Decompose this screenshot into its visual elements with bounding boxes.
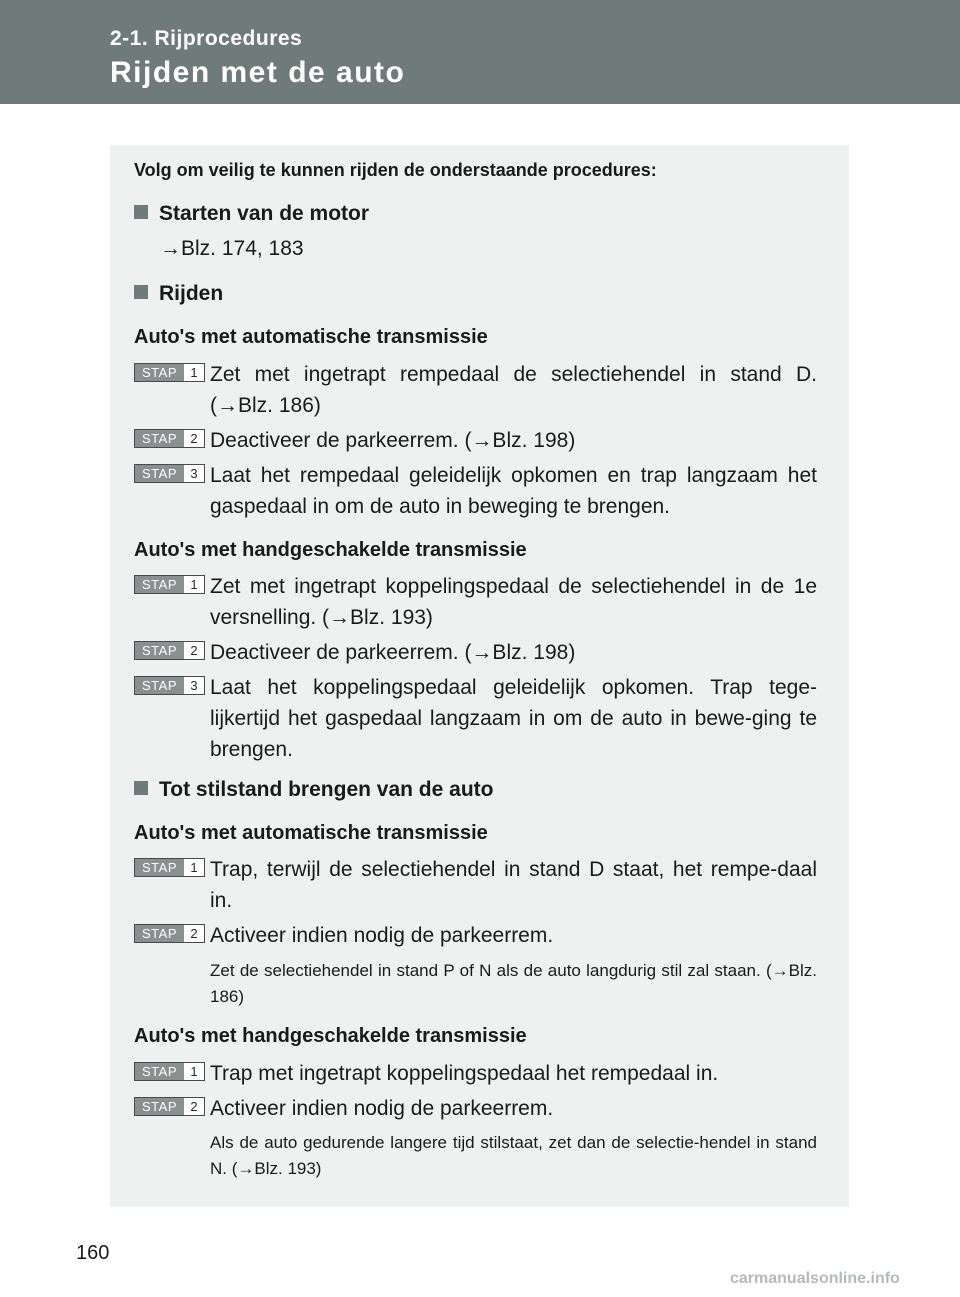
watermark: carmanualsonline.info (730, 1270, 900, 1287)
step-text: Trap met ingetrapt koppelingspedaal het rempedaal in. (210, 1062, 719, 1085)
step-text: Deactiveer de parkeerrem. (→Blz. 198) (210, 429, 576, 452)
step-badge: STAP 2 (134, 429, 205, 448)
step-text: Deactiveer de parkeerrem. (→Blz. 198) (210, 641, 576, 664)
subheading-automatic: Auto's met automatische transmissie (134, 326, 488, 348)
step-badge: STAP 2 (134, 1097, 205, 1116)
section-title: Rijden (159, 282, 224, 305)
step-text: Zet met ingetrapt koppelingspedaal de selectiehendel in de 1e versnelling. (→Blz. 193) (210, 575, 817, 629)
step-text: Activeer indien nodig de parkeerrem. (210, 924, 554, 947)
step-badge: STAP 1 (134, 1062, 205, 1081)
page-reference: →Blz. 174, 183 (160, 237, 304, 260)
step-badge: STAP 2 (134, 641, 205, 660)
chapter-header (0, 0, 960, 104)
step-note: Zet de selectiehendel in stand P of N als de auto langdurig stil zal staan. (→Blz. 186) (210, 961, 817, 1006)
step-text: Laat het rempedaal geleidelijk opkomen en trap langzaam het gaspedaal in om de auto in beweging te brengen. (210, 464, 817, 518)
step-text: Activeer indien nodig de parkeerrem. (210, 1097, 554, 1120)
subheading-automatic: Auto's met automatische transmissie (134, 822, 488, 844)
step-text: Laat het koppelingspedaal geleidelijk opkomen. Trap tege-lijkertijd het gaspedaal langzaam in om de auto in bewe-ging te brengen. (210, 676, 817, 761)
section-title: Starten van de motor (159, 202, 370, 225)
step-badge: STAP 1 (134, 858, 205, 877)
subheading-manual: Auto's met handgeschakelde transmissie (134, 1025, 527, 1047)
step-text: Zet met ingetrapt rempedaal de selectiehendel in stand D. (→Blz. 186) (210, 363, 817, 417)
square-bullet-icon (134, 205, 148, 219)
step-badge: STAP 3 (134, 464, 205, 483)
step-badge: STAP 2 (134, 924, 205, 943)
section-start-engine (134, 202, 369, 226)
square-bullet-icon (134, 285, 148, 299)
section-driving (134, 282, 223, 306)
square-bullet-icon (134, 781, 148, 795)
page-title: Rijden met de auto (110, 56, 406, 89)
intro-text: Volg om veilig te kunnen rijden de onderstaande procedures: (134, 160, 657, 180)
subheading-manual: Auto's met handgeschakelde transmissie (134, 539, 527, 561)
section-stopping (134, 778, 493, 802)
step-badge: STAP 1 (134, 575, 205, 594)
step-text: Trap, terwijl de selectiehendel in stand D staat, het rempe-daal in. (210, 858, 817, 912)
step-badge: STAP 3 (134, 676, 205, 695)
page-number: 160 (76, 1242, 110, 1264)
section-label: 2-1. Rijprocedures (110, 27, 303, 50)
section-title: Tot stilstand brengen van de auto (159, 778, 494, 801)
step-note: Als de auto gedurende langere tijd stilstaat, zet dan de selectie-hendel in stand N. (→Blz. 193) (210, 1133, 817, 1178)
step-badge: STAP 1 (134, 363, 205, 382)
